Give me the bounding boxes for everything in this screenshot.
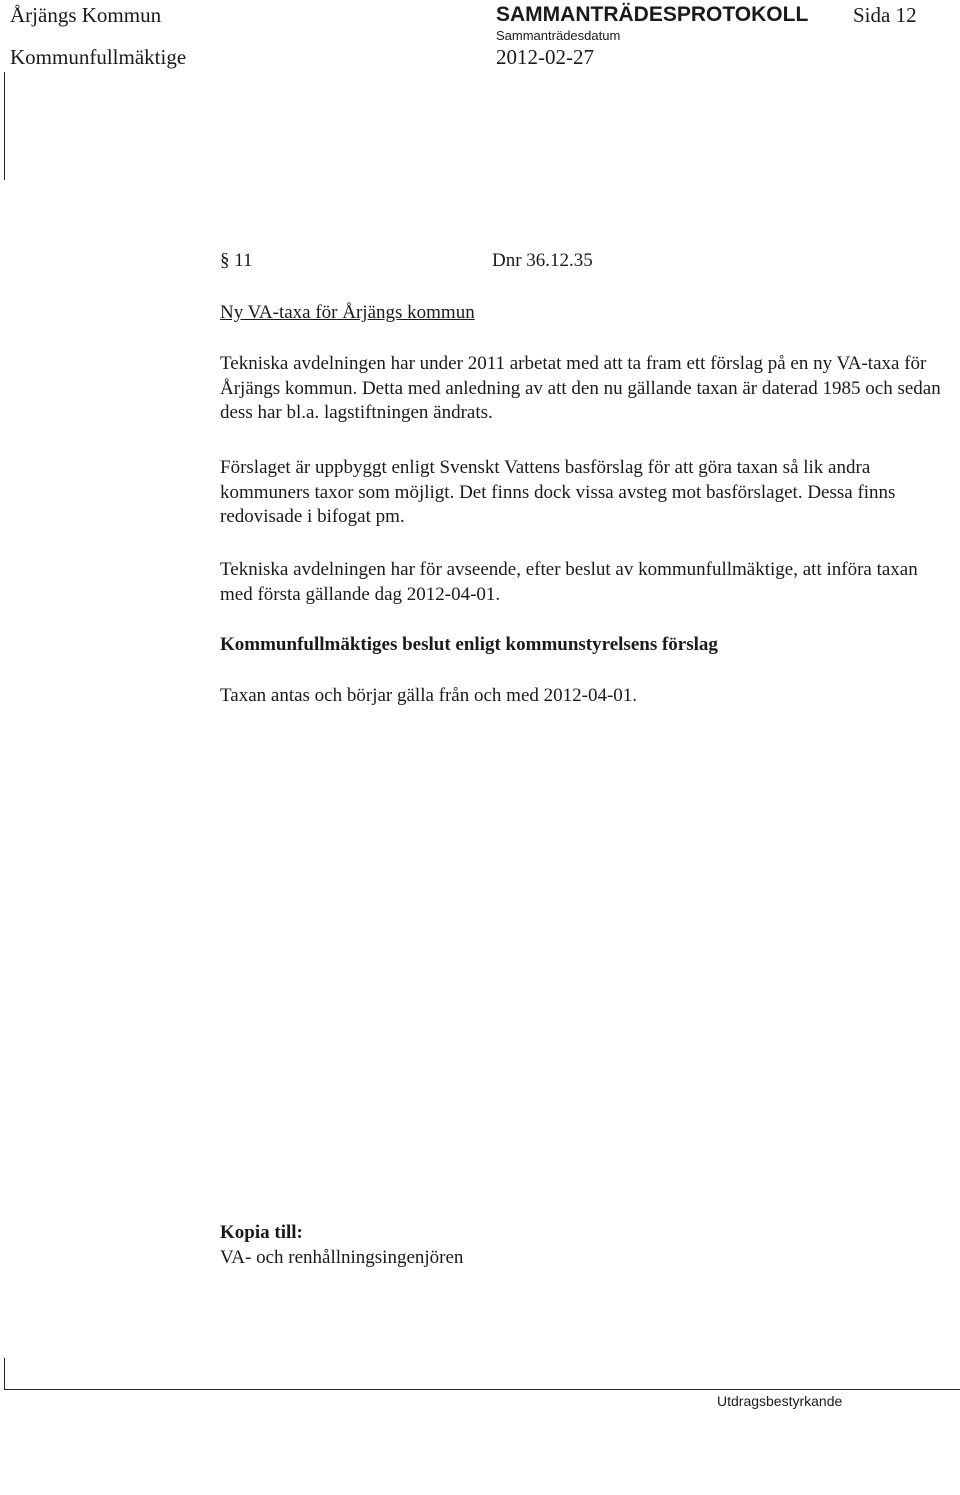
section-title: Ny VA-taxa för Årjängs kommun <box>220 302 475 323</box>
section-number: § 11 <box>220 250 253 271</box>
meeting-date-label: Sammanträdesdatum <box>496 28 621 43</box>
margin-line-top <box>4 72 5 180</box>
copy-recipient: VA- och renhållningsingenjören <box>220 1247 464 1268</box>
paragraph-text: Tekniska avdelningen har för avseende, efter beslut av kommunfullmäktige, att införa taxan med första gällande dag 2012-04-01. <box>220 559 918 605</box>
decision-text: Taxan antas och börjar gälla från och med 2012-04-01. <box>220 685 638 706</box>
footer-label: Utdragsbestyrkande <box>717 1393 843 1409</box>
footer-divider <box>4 1389 960 1390</box>
paragraph <box>220 456 955 530</box>
copy-heading: Kopia till: <box>220 1222 303 1243</box>
paragraph <box>220 558 955 607</box>
paragraph-text: Tekniska avdelningen har under 2011 arbetat med att ta fram ett förslag på en ny VA-taxa för Årjängs kommun. Detta med anledning av att den nu gällande taxan är daterad 1985 och sedan dess har bl.a. lagstiftningen ändrats. <box>220 353 941 423</box>
paragraph-text: Förslaget är uppbyggt enligt Svenskt Vattens basförslag för att göra taxan så lik andra kommuners taxor som möjligt. Det finns dock vissa avsteg mot basförslaget. Dessa finns redovisade i bifogat pm. <box>220 457 896 527</box>
paragraph <box>220 352 955 426</box>
document-type: SAMMANTRÄDESPROTOKOLL <box>496 3 809 26</box>
margin-line-bottom <box>4 1358 5 1390</box>
decision-heading: Kommunfullmäktiges beslut enligt kommunstyrelsens förslag <box>220 634 718 655</box>
meeting-date: 2012-02-27 <box>496 45 594 69</box>
body-name: Kommunfullmäktige <box>10 45 187 69</box>
page-number: Sida 12 <box>853 3 917 27</box>
registration-number: Dnr 36.12.35 <box>492 250 593 271</box>
organization-name: Årjängs Kommun <box>10 3 162 27</box>
